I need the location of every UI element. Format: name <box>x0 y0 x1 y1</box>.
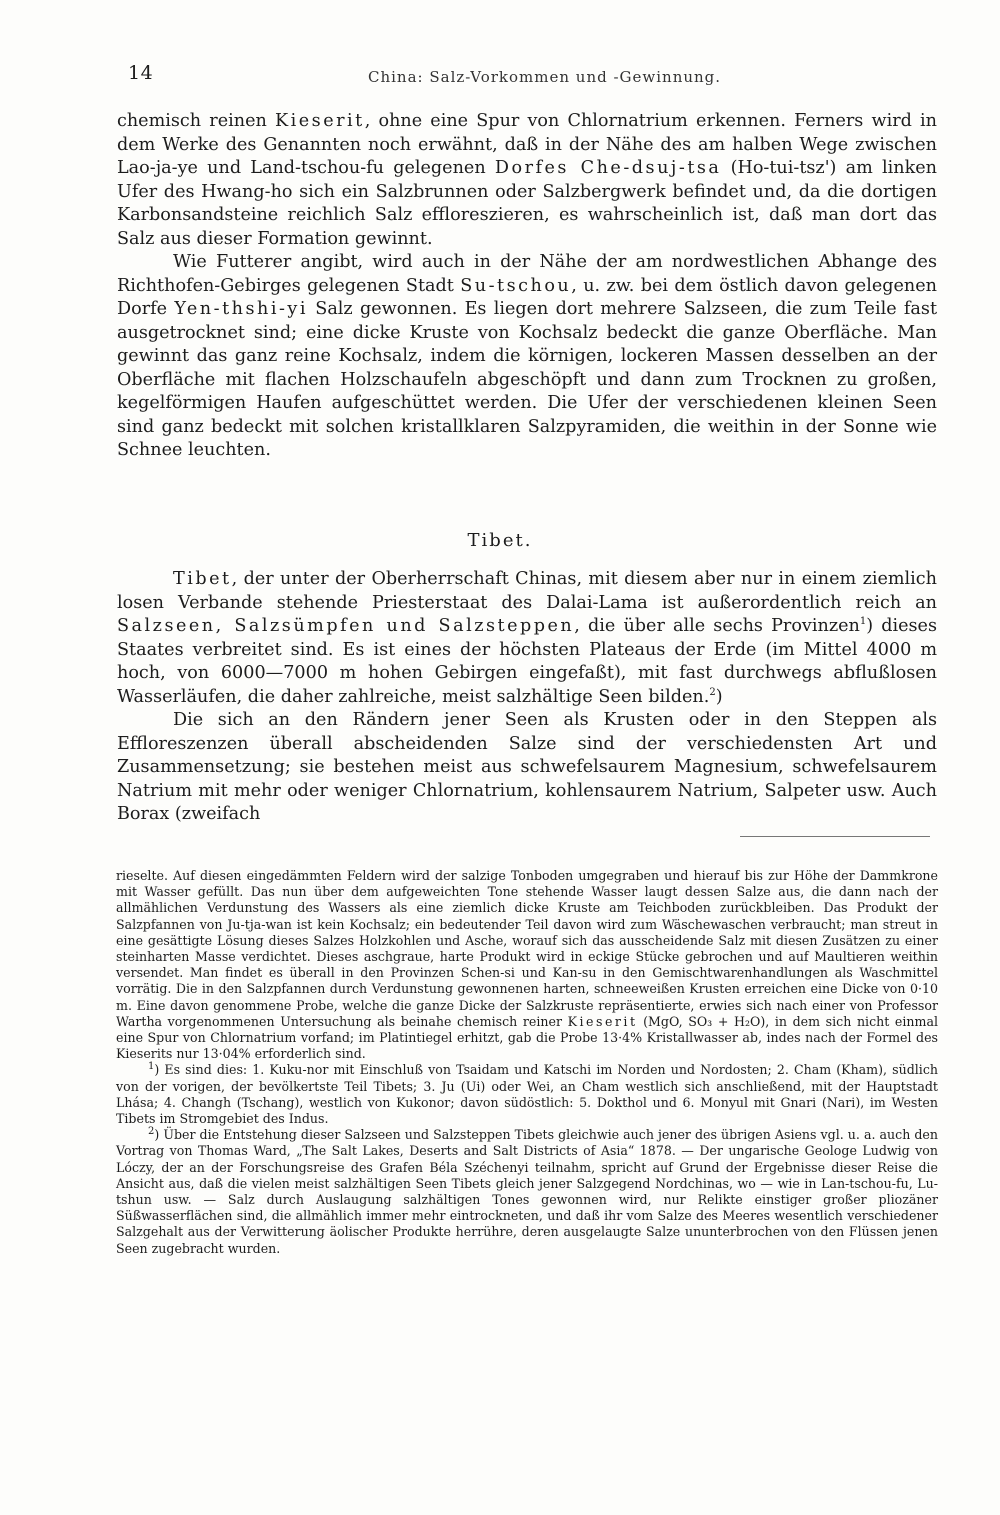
paragraph-salts: Die sich an den Rändern jener Seen als Krusten oder in den Steppen als Effloreszenzen überall abscheidenden Salze sind der verschiedensten Art und Zusammensetzung; sie bestehen meist aus schwefelsaurem Magnesium, schwefelsaurem Natrium mit mehr oder weniger Chlornatrium, kohlensaurem Natrium, Salpeter usw. Auch Borax (zweifach <box>117 710 937 824</box>
text-run: Salz gewonnen. Es liegen dort mehrere Salzseen, die zum Teile fast ausgetrocknet sind; eine dicke Kruste von Kochsalz bedeckt die ganze Oberfläche. Man gewinnt das ganz reine Kochsalz, indem die körnigen, lockeren Massen desselben an der Oberfläche mit flachen Holzschaufeln abgeschöpft und dann zum Trocknen zu großen, kegelförmigen Haufen aufgeschüttet werden. Die Ufer der verschiedenen kleinen Seen sind ganz bedeckt mit solchen kristallklaren Salzpyramiden, die weithin in der Sonne wie Schnee leuchten. <box>117 299 938 460</box>
footnote-mark: 1 <box>148 1061 155 1073</box>
tibet-text <box>117 568 937 827</box>
page-number: 14 <box>128 62 154 84</box>
spaced-term: Kieserit <box>274 111 365 131</box>
footnote-ref: 2 <box>709 686 716 698</box>
text-run: (MgO, SO₃ + H₂O), in dem sich nicht einmal eine Spur von Chlornatrium vorfand; im Platintiegel erhitzt, gab die Probe 13·4% Kristallwasser ab, indes nach der Formel des Kieserits nur 13·04% erforderlich sind. <box>116 1013 938 1062</box>
text-run: (Ho-tui-tsz') am linken Ufer des Hwang-ho sich ein Salzbrunnen oder Salzbergwerk befindet und, da die dortigen Karbonsandsteine reichlich Salz effloreszieren, es wahrscheinlich ist, daß man dort das Salz aus dieser Formation gewinnt. <box>117 158 937 249</box>
footnote-ref: 1 <box>859 616 867 628</box>
page-header <box>128 62 930 92</box>
footnote-mark: 2 <box>148 1126 155 1138</box>
main-text <box>117 110 937 463</box>
text-run: Wie Futterer angibt, wird auch in der Nähe der am nordwestlichen Abhange des Richthofen-Gebirges gelegenen Stadt <box>117 252 937 296</box>
section-heading-tibet: Tibet. <box>467 530 533 551</box>
text-run: chemisch reinen <box>117 111 275 131</box>
paragraph-tibet <box>117 568 937 709</box>
running-head: China: Salz-Vorkommen und -Gewinnung. <box>368 68 722 86</box>
paragraph-futterer <box>117 251 937 463</box>
text-run: rieselte. Auf diesen eingedämmten Feldern wird der salzige Tonboden umgegraben und hierauf bis zur Höhe der Dammkrone mit Wasser gefüllt. Das nun über dem aufgeweichten Tone stehende Wasser laugt dessen Salze aus, die dann nach der allmählichen Verdunstung des Wassers als eine ziemlich dicke Kruste am Teichboden zurückbleiben. Das Produkt der Salzpfannen von Ju-tja-wan ist kein Kochsalz; ein bedeutender Teil davon wird zum Wäschewaschen verbraucht; man streut in eine gesättigte Lösung dieses Salzes Holzkohlen und Asche, worauf sich das ausscheidende Salz mit diesen Zusätzen zu einer steinharten Masse verdichtet. Dieses aschgraue, harte Produkt wird in eckige Stücke gebrochen und auf Maultieren weithin versendet. Man findet es überall in den Provinzen Schen-si und Kan-su in den Gemischtwarenhandlungen als Waschmittel vorrätig. Die in den Salzpfannen durch Verdunstung gewonnenen harten, schneeweißen Krusten erreichen eine Dicke von 0·10 m. Eine davon genommene Probe, welche die ganze Dicke der Salzkruste repräsentierte, erwies sich nach einer von Professor Wartha vorgenommenen Untersuchung als beinahe chemisch reiner <box>116 868 938 1029</box>
footnotes <box>116 868 938 1257</box>
spaced-term: Su-tschou <box>460 275 572 296</box>
text-run: , u. zw. bei dem östlich davon gelegenen Dorfe <box>117 275 937 319</box>
text-run: ) Es sind dies: 1. Kuku-nor mit Einschluß von Tsaidam und Katschi im Norden und Nordosten; 2. Cham (Kham), südlich von der vorigen, der bevölkertste Teil Tibets; 3. Ju (Ui) oder Wei, an Cham westlich sich anschließend, mit der Hauptstadt Lhása; 4. Changh (Tschang), westlich von Kukonor; davon südöstlich: 5. Dokthol und 6. Monyul mit Gnari (Nari), im Westen Tibets im Stromgebiet des Indus. <box>116 1062 938 1127</box>
paragraph-kieserit <box>117 110 937 251</box>
spaced-term: Dorfes Che-dsuj-tsa <box>494 158 722 178</box>
text-run: , ohne eine Spur von Chlornatrium erkennen. Ferners wird in dem Werke des Genannten noch erwähnt, daß in der Nähe des am halben Wege zwischen Lao-ja-ye und Land-tschou-fu gelegenen <box>117 111 937 178</box>
footnote-rule <box>740 836 930 837</box>
footnote-2 <box>116 1127 938 1257</box>
text-run: ) Über die Entstehung dieser Salzseen und Salzsteppen Tibets gleichwie auch jener des übrigen Asiens vgl. u. a. auch den Vortrag von Thomas Ward, „The Salt Lakes, Deserts and Salt Districts of Asia“ 1878. — Der ungarische Geologe Ludwig von Lóczy, der an der Forschungsreise des Grafen Béla Széchenyi teilnahm, spricht auf Grund der Ergebnisse dieser Reise die Ansicht aus, daß die vielen meist salzhältigen Seen Tibets gleich jener Salzgegend Nordchinas, wo — wie in Lan-tschou-fu, Lu-tshun usw. — Salz durch Auslaugung salzhältigen Tones gewonnen wird, nur Relikte einstiger großer pliozäner Süßwasserflächen sind, die allmählich immer mehr eintrockneten, und daß ihr vom Salze des Meeres wesentlich verschiedener Salzgehalt aus der Verwitterung äolischer Produkte herrühre, deren ausgelaugte Salze ununterbrochen von den Flüssen jenen Seen zugebracht wurden. <box>116 1127 938 1256</box>
spaced-term: Yen-thshi-yi <box>174 299 308 319</box>
text-run: , der unter der Oberherrschaft Chinas, mit diesem aber nur in einem ziemlich losen Verbande stehende Priesterstaat des Dalai-Lama ist außerordentlich reich an <box>117 569 937 613</box>
spaced-term: Kieserit <box>567 1013 638 1029</box>
footnote-1 <box>116 1062 938 1127</box>
spaced-term: Tibet <box>173 569 232 589</box>
footnote-continuation <box>116 868 938 1062</box>
text-run: , die über alle sechs Provinzen <box>574 616 860 636</box>
text-run: ) <box>715 686 723 707</box>
spaced-term: Salzseen, Salzsümpfen und Salzsteppen <box>117 616 575 636</box>
text-run: ) dieses Staates verbreitet sind. Es ist eines der höchsten Plateaus der Erde (im Mittel 4000 m hoch, von 6000—7000 m hohen Gebirgen eingefaßt), mit fast durchwegs abflußlosen Wasserläufen, die daher zahlreiche, meist salzhältige Seen bilden. <box>117 616 937 707</box>
